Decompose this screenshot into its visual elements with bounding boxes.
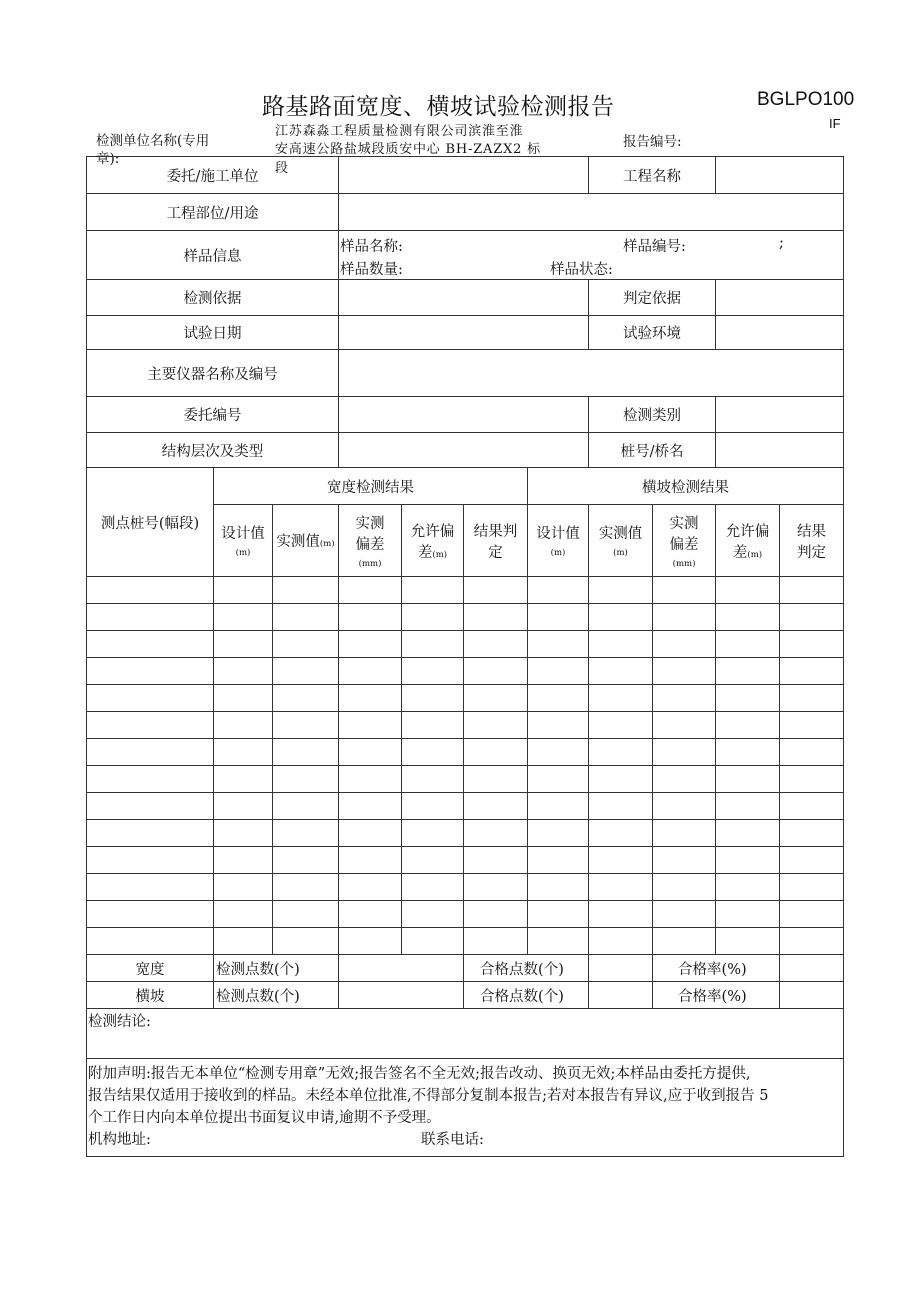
project-name-label: 工程名称 — [589, 157, 716, 194]
slope-pass-rate-label: 合格率(%) — [653, 982, 780, 1009]
table-cell[interactable] — [273, 766, 339, 793]
project-name-value[interactable] — [716, 157, 844, 194]
table-cell[interactable] — [273, 577, 339, 604]
width-design-value-header: 设计值 (m) — [214, 505, 273, 577]
width-results-header: 宽度检测结果 — [214, 468, 528, 505]
slope-pass-rate-value[interactable] — [780, 982, 844, 1009]
table-cell[interactable] — [87, 847, 214, 874]
table-cell[interactable] — [653, 847, 716, 874]
unit-name-line1: 江苏森淼工程质量检测有限公司滨淮至淮 — [275, 124, 524, 139]
table-cell[interactable] — [464, 604, 528, 631]
test-basis-label: 检测依据 — [87, 280, 339, 316]
table-row — [87, 604, 844, 631]
table-cell[interactable] — [87, 604, 214, 631]
sample-no-separator: ; — [779, 234, 784, 251]
sample-qty-label: 样品数量: — [340, 261, 403, 278]
judge-basis-label: 判定依据 — [589, 280, 716, 316]
table-cell[interactable] — [716, 685, 780, 712]
table-cell[interactable] — [589, 685, 653, 712]
table-cell[interactable] — [716, 820, 780, 847]
table-cell[interactable] — [528, 766, 589, 793]
slope-summary-label: 横坡 — [87, 982, 214, 1009]
table-cell[interactable] — [464, 577, 528, 604]
judge-basis-value[interactable] — [716, 280, 844, 316]
table-cell[interactable] — [339, 631, 402, 658]
table-cell[interactable] — [780, 928, 844, 955]
client-value[interactable] — [339, 157, 589, 194]
table-row — [87, 577, 844, 604]
address-label: 机构地址: — [88, 1132, 151, 1148]
notice-line-3: 个工作日内向本单位提出书面复议申请,逾期不予受理。 — [88, 1110, 441, 1126]
unit-name-line2: 安高速公路盐城段质安中心 BH-ZAZX2 标 — [275, 142, 541, 157]
table-row — [87, 820, 844, 847]
phone-label: 联系电话: — [421, 1132, 484, 1148]
report-table — [86, 156, 844, 1157]
table-cell[interactable] — [589, 604, 653, 631]
table-cell[interactable] — [402, 874, 464, 901]
table-cell[interactable] — [339, 712, 402, 739]
table-cell[interactable] — [653, 712, 716, 739]
table-cell[interactable] — [528, 874, 589, 901]
table-cell[interactable] — [464, 631, 528, 658]
table-cell[interactable] — [464, 739, 528, 766]
sample-info-label: 样品信息 — [87, 231, 339, 280]
table-row — [87, 928, 844, 955]
unit-name-line3: 段 — [275, 161, 289, 176]
table-cell[interactable] — [589, 712, 653, 739]
location-value[interactable] — [339, 194, 844, 231]
table-cell[interactable] — [464, 928, 528, 955]
slope-pass-count-label: 合格点数(个) — [464, 982, 589, 1009]
table-cell[interactable] — [273, 901, 339, 928]
width-measured-value-header: 实测值(m) — [273, 505, 339, 577]
table-cell[interactable] — [339, 739, 402, 766]
notice-cell — [87, 1059, 844, 1157]
conclusion-label: 检测结论: — [88, 1014, 151, 1030]
width-measured-dev-header: 实测 偏差 (mm) — [339, 505, 402, 577]
table-cell[interactable] — [339, 793, 402, 820]
table-cell[interactable] — [780, 739, 844, 766]
table-cell[interactable] — [528, 577, 589, 604]
table-cell[interactable] — [589, 631, 653, 658]
table-cell[interactable] — [402, 847, 464, 874]
table-cell[interactable] — [273, 604, 339, 631]
table-cell[interactable] — [87, 685, 214, 712]
table-cell[interactable] — [273, 793, 339, 820]
table-cell[interactable] — [589, 766, 653, 793]
table-row — [87, 739, 844, 766]
table-cell[interactable] — [716, 766, 780, 793]
table-cell[interactable] — [528, 712, 589, 739]
test-type-label: 检测类别 — [589, 397, 716, 433]
client-label: 委托/施工单位 — [87, 157, 339, 194]
slope-allow-dev-header: 允许偏 差(m) — [716, 505, 780, 577]
slope-pass-count-value[interactable] — [589, 982, 653, 1009]
unit-label-cont: 章): — [96, 151, 120, 167]
table-cell[interactable] — [780, 631, 844, 658]
table-cell[interactable] — [589, 901, 653, 928]
test-type-value[interactable] — [716, 397, 844, 433]
point-station-label: 测点桩号(幅段) — [87, 468, 214, 577]
table-cell[interactable] — [716, 577, 780, 604]
table-cell[interactable] — [716, 712, 780, 739]
table-cell[interactable] — [464, 712, 528, 739]
table-cell[interactable] — [653, 766, 716, 793]
table-cell[interactable] — [87, 793, 214, 820]
table-cell[interactable] — [653, 577, 716, 604]
table-cell[interactable] — [528, 658, 589, 685]
table-cell[interactable] — [214, 928, 273, 955]
table-cell[interactable] — [464, 793, 528, 820]
table-cell[interactable] — [339, 604, 402, 631]
table-cell[interactable] — [402, 901, 464, 928]
result-rows — [87, 577, 844, 955]
table-cell[interactable] — [214, 820, 273, 847]
table-cell[interactable] — [464, 685, 528, 712]
width-pass-count-value[interactable] — [589, 955, 653, 982]
table-cell[interactable] — [589, 577, 653, 604]
table-cell[interactable] — [780, 685, 844, 712]
table-cell[interactable] — [214, 631, 273, 658]
table-cell[interactable] — [402, 685, 464, 712]
table-cell[interactable] — [273, 685, 339, 712]
width-points-count-value[interactable] — [339, 955, 464, 982]
table-row — [87, 874, 844, 901]
table-cell[interactable] — [339, 685, 402, 712]
slope-points-count-label: 检测点数(个) — [214, 982, 339, 1009]
table-cell[interactable] — [214, 766, 273, 793]
table-cell[interactable] — [653, 901, 716, 928]
table-cell[interactable] — [780, 874, 844, 901]
table-row — [87, 631, 844, 658]
report-no-label: 报告编号: — [623, 134, 682, 150]
table-cell[interactable] — [528, 820, 589, 847]
table-cell[interactable] — [87, 901, 214, 928]
table-cell[interactable] — [214, 658, 273, 685]
slope-result-judge-header: 结果 判定 — [780, 505, 844, 577]
table-cell[interactable] — [339, 658, 402, 685]
table-cell[interactable] — [402, 712, 464, 739]
table-cell[interactable] — [464, 901, 528, 928]
unit-label: 检测单位名称(专用 — [96, 133, 210, 149]
table-cell[interactable] — [464, 847, 528, 874]
table-cell[interactable] — [339, 820, 402, 847]
slope-measured-dev-header: 实测 偏差 (mm) — [653, 505, 716, 577]
table-cell[interactable] — [402, 793, 464, 820]
table-row — [87, 901, 844, 928]
test-date-label: 试验日期 — [87, 316, 339, 350]
table-cell[interactable] — [464, 766, 528, 793]
table-cell[interactable] — [214, 847, 273, 874]
table-cell[interactable] — [402, 820, 464, 847]
table-cell[interactable] — [780, 820, 844, 847]
width-summary-label: 宽度 — [87, 955, 214, 982]
table-cell[interactable] — [716, 739, 780, 766]
table-cell[interactable] — [589, 928, 653, 955]
table-cell[interactable] — [339, 874, 402, 901]
table-cell[interactable] — [780, 577, 844, 604]
table-cell[interactable] — [589, 793, 653, 820]
table-cell[interactable] — [214, 577, 273, 604]
width-pass-rate-value[interactable] — [780, 955, 844, 982]
sample-no-label: 样品编号: — [623, 238, 686, 255]
location-label: 工程部位/用途 — [87, 194, 339, 231]
table-cell[interactable] — [464, 874, 528, 901]
table-cell[interactable] — [780, 712, 844, 739]
structure-value[interactable] — [339, 433, 589, 468]
table-cell[interactable] — [780, 901, 844, 928]
table-cell[interactable] — [528, 901, 589, 928]
table-cell[interactable] — [273, 847, 339, 874]
table-cell[interactable] — [780, 793, 844, 820]
table-cell[interactable] — [339, 847, 402, 874]
table-cell[interactable] — [402, 631, 464, 658]
table-cell[interactable] — [528, 685, 589, 712]
test-env-value[interactable] — [716, 316, 844, 350]
table-cell[interactable] — [214, 604, 273, 631]
table-cell[interactable] — [464, 820, 528, 847]
table-cell[interactable] — [716, 631, 780, 658]
table-cell[interactable] — [214, 685, 273, 712]
test-date-value[interactable] — [339, 316, 589, 350]
table-row — [87, 712, 844, 739]
table-cell[interactable] — [214, 793, 273, 820]
table-cell[interactable] — [780, 658, 844, 685]
width-pass-count-label: 合格点数(个) — [464, 955, 589, 982]
table-cell[interactable] — [273, 874, 339, 901]
table-cell[interactable] — [87, 631, 214, 658]
table-cell[interactable] — [339, 766, 402, 793]
table-cell[interactable] — [402, 658, 464, 685]
slope-results-header: 横坡检测结果 — [528, 468, 844, 505]
table-cell[interactable] — [528, 928, 589, 955]
table-cell[interactable] — [273, 820, 339, 847]
table-cell[interactable] — [273, 658, 339, 685]
table-cell[interactable] — [339, 901, 402, 928]
table-row — [87, 793, 844, 820]
table-cell[interactable] — [716, 604, 780, 631]
station-label: 桩号/桥名 — [589, 433, 716, 468]
width-allow-dev-header: 允许偏 差(m) — [402, 505, 464, 577]
notice-line-2: 报告结果仅适用于接收到的样品。未经本单位批准,不得部分复制本报告;若对本报告有异议,应于收到报告 5 — [88, 1088, 769, 1104]
table-cell[interactable] — [528, 739, 589, 766]
table-cell[interactable] — [528, 847, 589, 874]
test-basis-value[interactable] — [339, 280, 589, 316]
table-cell[interactable] — [653, 604, 716, 631]
table-cell[interactable] — [87, 658, 214, 685]
table-cell[interactable] — [402, 928, 464, 955]
table-cell[interactable] — [339, 928, 402, 955]
table-cell[interactable] — [87, 739, 214, 766]
table-cell[interactable] — [589, 820, 653, 847]
table-cell[interactable] — [716, 658, 780, 685]
table-cell[interactable] — [87, 577, 214, 604]
table-cell[interactable] — [528, 631, 589, 658]
table-cell[interactable] — [528, 793, 589, 820]
table-cell[interactable] — [653, 685, 716, 712]
table-cell[interactable] — [214, 874, 273, 901]
table-cell[interactable] — [653, 658, 716, 685]
table-row — [87, 847, 844, 874]
table-cell[interactable] — [214, 901, 273, 928]
page-title: 路基路面宽度、横坡试验检测报告 — [262, 94, 615, 120]
test-env-label: 试验环境 — [589, 316, 716, 350]
table-cell[interactable] — [653, 739, 716, 766]
width-result-judge-header: 结果判 定 — [464, 505, 528, 577]
table-cell[interactable] — [716, 928, 780, 955]
structure-label: 结构层次及类型 — [87, 433, 339, 468]
slope-measured-value-header: 实测值 (m) — [589, 505, 653, 577]
table-cell[interactable] — [589, 658, 653, 685]
table-cell[interactable] — [87, 874, 214, 901]
notice-line-1: 附加声明:报告无本单位“检测专用章”无效;报告签名不全无效;报告改动、换页无效;本样品由委托方提供, — [88, 1066, 751, 1082]
slope-points-count-value[interactable] — [339, 982, 464, 1009]
station-value[interactable] — [716, 433, 844, 468]
instrument-label: 主要仪器名称及编号 — [87, 350, 339, 397]
table-cell[interactable] — [87, 820, 214, 847]
table-cell[interactable] — [87, 928, 214, 955]
table-cell[interactable] — [402, 577, 464, 604]
table-cell[interactable] — [402, 739, 464, 766]
slope-design-value-header: 设计值 (m) — [528, 505, 589, 577]
table-cell[interactable] — [464, 658, 528, 685]
table-cell[interactable] — [273, 928, 339, 955]
commission-no-label: 委托编号 — [87, 397, 339, 433]
instrument-value[interactable] — [339, 350, 844, 397]
table-cell[interactable] — [528, 604, 589, 631]
table-cell[interactable] — [273, 739, 339, 766]
table-cell[interactable] — [653, 820, 716, 847]
table-cell[interactable] — [716, 847, 780, 874]
table-cell[interactable] — [716, 901, 780, 928]
table-cell[interactable] — [716, 874, 780, 901]
table-row — [87, 766, 844, 793]
table-cell[interactable] — [780, 766, 844, 793]
table-cell[interactable] — [339, 577, 402, 604]
commission-no-value[interactable] — [339, 397, 589, 433]
table-cell[interactable] — [780, 604, 844, 631]
table-cell[interactable] — [716, 793, 780, 820]
table-cell[interactable] — [589, 847, 653, 874]
table-cell[interactable] — [653, 874, 716, 901]
width-points-count-label: 检测点数(个) — [214, 955, 339, 982]
form-code: BGLPO100 — [757, 89, 855, 110]
table-cell[interactable] — [402, 766, 464, 793]
table-cell[interactable] — [214, 712, 273, 739]
sample-info-value[interactable] — [339, 231, 844, 280]
table-cell[interactable] — [653, 928, 716, 955]
table-row — [87, 658, 844, 685]
table-cell[interactable] — [780, 847, 844, 874]
sample-name-label: 样品名称: — [340, 238, 403, 255]
table-row — [87, 685, 844, 712]
conclusion-cell[interactable] — [87, 1009, 844, 1059]
sample-state-label: 样品状态: — [550, 261, 613, 278]
table-cell[interactable] — [87, 712, 214, 739]
table-cell[interactable] — [214, 739, 273, 766]
table-cell[interactable] — [653, 631, 716, 658]
table-cell[interactable] — [402, 604, 464, 631]
width-pass-rate-label: 合格率(%) — [653, 955, 780, 982]
table-cell[interactable] — [273, 631, 339, 658]
table-cell[interactable] — [589, 874, 653, 901]
table-cell[interactable] — [589, 739, 653, 766]
table-cell[interactable] — [653, 793, 716, 820]
table-cell[interactable] — [87, 766, 214, 793]
table-cell[interactable] — [273, 712, 339, 739]
form-code-suffix: IF — [829, 116, 841, 131]
